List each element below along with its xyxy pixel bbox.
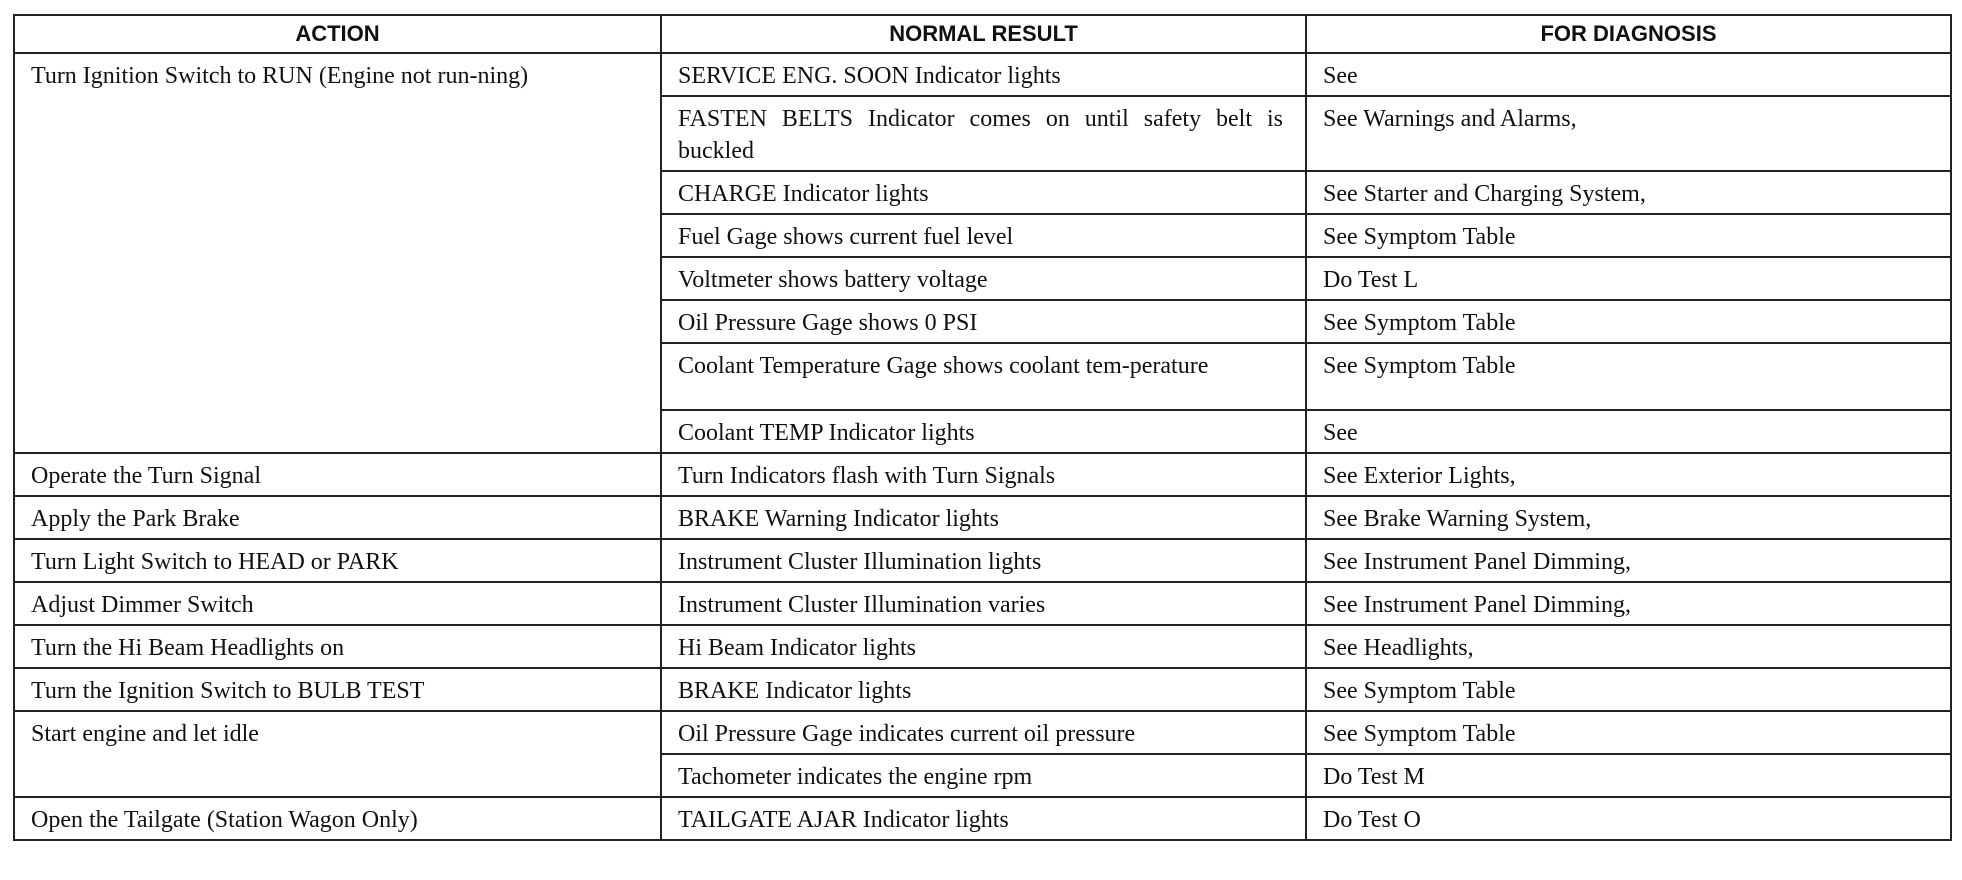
- result-cell: Turn Indicators flash with Turn Signals: [661, 453, 1306, 496]
- result-cell: BRAKE Indicator lights: [661, 668, 1306, 711]
- diagnosis-cell: See Instrument Panel Dimming,: [1306, 582, 1951, 625]
- table-row: [14, 539, 1951, 582]
- result-cell: Coolant Temperature Gage shows coolant tem-perature: [661, 343, 1306, 410]
- diagnosis-cell: See Starter and Charging System,: [1306, 171, 1951, 214]
- diagnosis-cell: See Instrument Panel Dimming,: [1306, 539, 1951, 582]
- table-row: [14, 453, 1951, 496]
- action-cell: Start engine and let idle: [14, 711, 661, 797]
- result-cell: Hi Beam Indicator lights: [661, 625, 1306, 668]
- diagnosis-cell: See: [1306, 410, 1951, 453]
- diagnosis-cell: See Symptom Table: [1306, 711, 1951, 754]
- diagnosis-cell: See Symptom Table: [1306, 343, 1951, 410]
- table-row: [14, 496, 1951, 539]
- result-cell: CHARGE Indicator lights: [661, 171, 1306, 214]
- action-cell: Turn the Hi Beam Headlights on: [14, 625, 661, 668]
- table-row: [14, 53, 1951, 96]
- result-cell: Voltmeter shows battery voltage: [661, 257, 1306, 300]
- result-cell: Fuel Gage shows current fuel level: [661, 214, 1306, 257]
- diagnosis-cell: See: [1306, 53, 1951, 96]
- result-cell: Coolant TEMP Indicator lights: [661, 410, 1306, 453]
- result-cell: FASTEN BELTS Indicator comes on until safety belt is buckled: [661, 96, 1306, 171]
- action-cell: Turn Ignition Switch to RUN (Engine not run-ning): [14, 53, 661, 453]
- diagnosis-cell: Do Test M: [1306, 754, 1951, 797]
- diagnosis-cell: Do Test O: [1306, 797, 1951, 840]
- action-cell: Adjust Dimmer Switch: [14, 582, 661, 625]
- diagnosis-cell: See Symptom Table: [1306, 668, 1951, 711]
- diagnosis-cell: See Symptom Table: [1306, 300, 1951, 343]
- result-cell: Oil Pressure Gage indicates current oil pressure: [661, 711, 1306, 754]
- diagnosis-table: [13, 14, 1952, 841]
- diagnosis-cell: See Symptom Table: [1306, 214, 1951, 257]
- diagnosis-cell: See Headlights,: [1306, 625, 1951, 668]
- table-row: [14, 668, 1951, 711]
- result-cell: SERVICE ENG. SOON Indicator lights: [661, 53, 1306, 96]
- result-cell: BRAKE Warning Indicator lights: [661, 496, 1306, 539]
- header-row: [14, 15, 1951, 53]
- diagnosis-cell: Do Test L: [1306, 257, 1951, 300]
- header-normal-result: NORMAL RESULT: [661, 15, 1306, 53]
- result-cell: Tachometer indicates the engine rpm: [661, 754, 1306, 797]
- result-cell: Instrument Cluster Illumination lights: [661, 539, 1306, 582]
- table-row: [14, 797, 1951, 840]
- action-cell: Open the Tailgate (Station Wagon Only): [14, 797, 661, 840]
- table-row: [14, 582, 1951, 625]
- header-action: ACTION: [14, 15, 661, 53]
- table-row: [14, 625, 1951, 668]
- diagnosis-cell: See Warnings and Alarms,: [1306, 96, 1951, 171]
- result-cell: Instrument Cluster Illumination varies: [661, 582, 1306, 625]
- diagnosis-cell: See Exterior Lights,: [1306, 453, 1951, 496]
- action-cell: Turn Light Switch to HEAD or PARK: [14, 539, 661, 582]
- action-cell: Turn the Ignition Switch to BULB TEST: [14, 668, 661, 711]
- table-row: [14, 711, 1951, 754]
- action-cell: Apply the Park Brake: [14, 496, 661, 539]
- result-cell: TAILGATE AJAR Indicator lights: [661, 797, 1306, 840]
- diagnosis-cell: See Brake Warning System,: [1306, 496, 1951, 539]
- result-cell: Oil Pressure Gage shows 0 PSI: [661, 300, 1306, 343]
- header-for-diagnosis: FOR DIAGNOSIS: [1306, 15, 1951, 53]
- action-cell: Operate the Turn Signal: [14, 453, 661, 496]
